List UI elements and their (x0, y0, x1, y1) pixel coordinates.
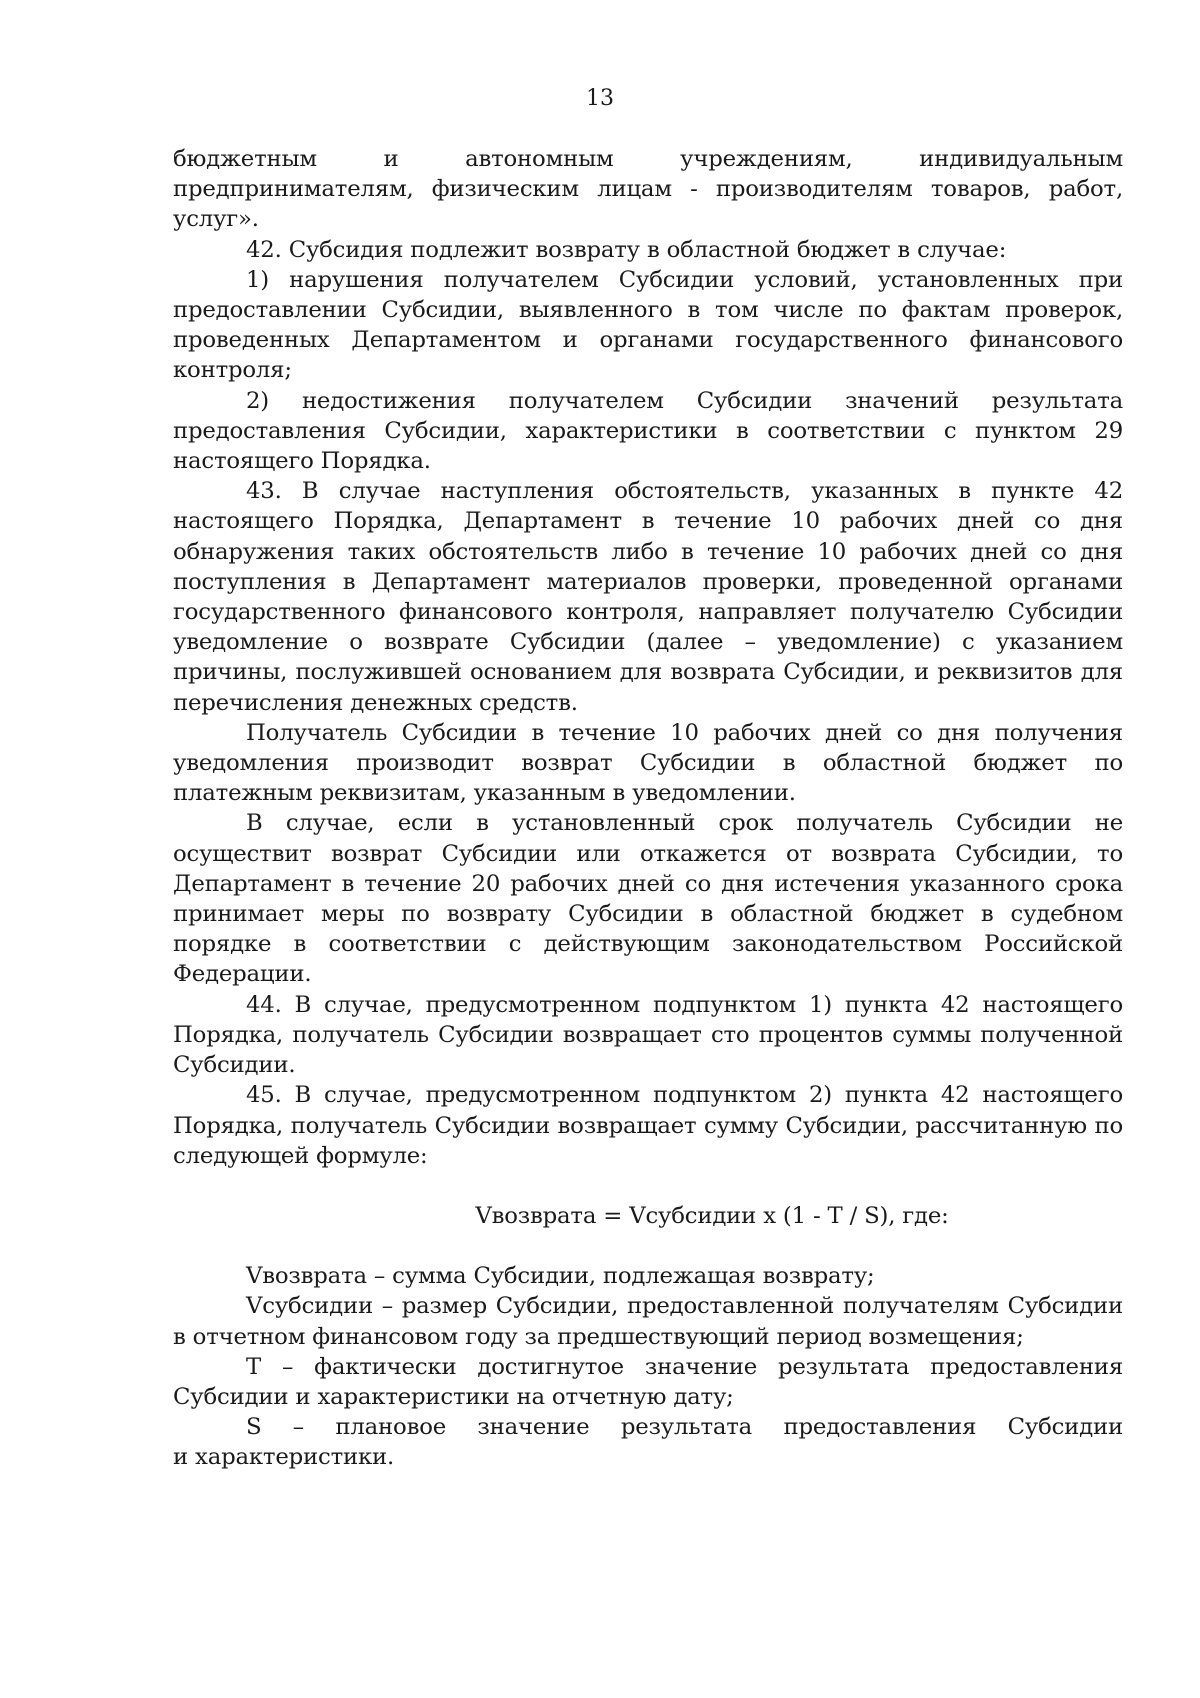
paragraph-continuation: бюджетным и автономным учреждениям, индивидуальным предпринимателям, физическим лицам - производителям товаров, работ, услуг». (173, 146, 1123, 233)
paragraph-45: 45. В случае, предусмотренном подпунктом 2) пункта 42 настоящего Порядка, получатель Субсидии возвращает сумму Субсидии, рассчитанную по следующей формуле: (173, 1082, 1123, 1169)
paragraph-42-item-1: 1) нарушения получателем Субсидии условий, установленных при предоставлении Субсидии, выявленного в том числе по фактам проверок, проведенных Департаментом и органами государственного финансового контроля; (173, 266, 1123, 384)
paragraph-44: 44. В случае, предусмотренном подпунктом 1) пункта 42 настоящего Порядка, получатель Субсидии возвращает сто процентов суммы полученной Субсидии. (173, 991, 1123, 1079)
paragraph-42: 42. Субсидия подлежит возврату в областной бюджет в случае: (246, 236, 1007, 263)
paragraph-43-recipient: Получатель Субсидии в течение 10 рабочих дней со дня получения уведомления производит возврат Субсидии в областной бюджет по платежным реквизитам, указанным в уведомлении. (173, 719, 1123, 807)
definition-t: T – фактически достигнутое значение результата предоставления Субсидии и характеристики на отчетную дату; (173, 1353, 1123, 1410)
page-number: 13 (586, 86, 614, 111)
paragraph-43-court: В случае, если в установленный срок получатель Субсидии не осуществит возврат Субсидии или откажется от возврата Субсидии, то Департамент в течение 20 рабочих дней со дня истечения указанного срока принимает меры по возврату Субсидии в областной бюджет в судебном порядке в соответствии с действующим законодательством Российской Федерации. (173, 810, 1123, 988)
definition-s: S – плановое значение результата предоставления Субсидии (246, 1414, 1123, 1441)
definition-v-subsidy: Vсубсидии – размер Субсидии, предоставленной получателям Субсидии в отчетном финансовом году за предшествующий период возмещения; (173, 1293, 1123, 1350)
return-formula: Vвозврата = Vсубсидии x (1 - T / S), где: (475, 1202, 949, 1229)
document-body (173, 144, 1123, 1473)
definition-v-return: Vвозврата – сумма Субсидии, подлежащая возврату; (246, 1263, 875, 1290)
paragraph-43: 43. В случае наступления обстоятельств, указанных в пункте 42 настоящего Порядка, Департамент в течение 10 рабочих дней со дня обнаружения таких обстоятельств либо в течение 10 рабочих дней со дня поступления в Департамент материалов проверки, проведенной органами государственного финансового контроля, направляет получателю Субсидии уведомление о возврате Субсидии (далее – уведомление) с указанием причины, послужившей основанием для возврата Субсидии, и реквизитов для перечисления денежных средств. (173, 478, 1123, 716)
definition-s-continuation: и характеристики. (173, 1444, 395, 1471)
paragraph-42-item-2: 2) недостижения получателем Субсидии значений результата предоставления Субсидии, характеристики в соответствии с пунктом 29 настоящего Порядка. (173, 387, 1123, 475)
